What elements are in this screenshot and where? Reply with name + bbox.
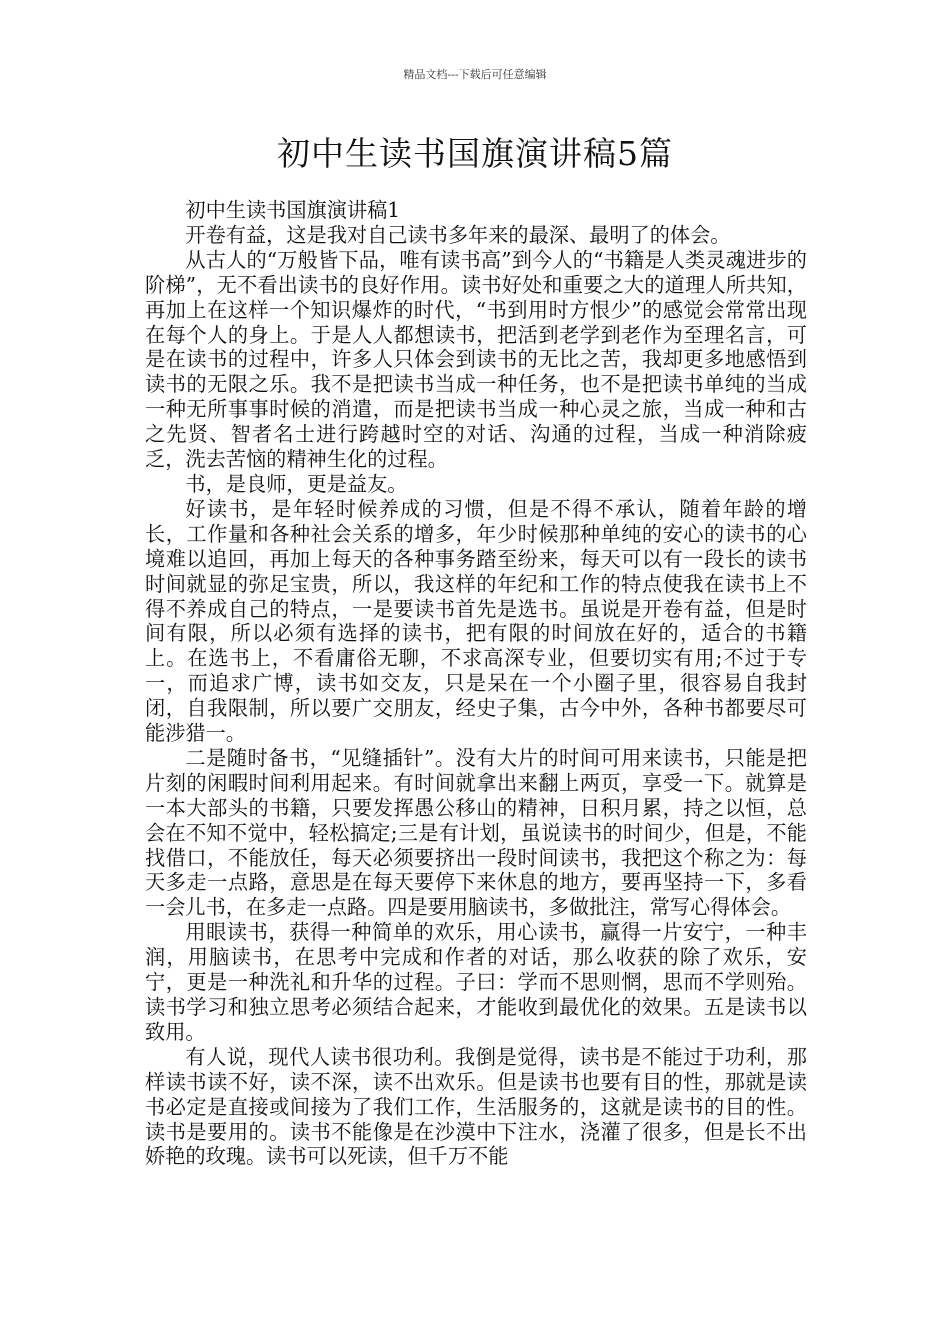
paragraph: 书，是良师，更是益友。 — [185, 471, 408, 496]
paragraph: 开卷有益，这是我对自己读书多年来的最深、最明了的体会。 — [185, 222, 731, 247]
document-body — [145, 198, 807, 1169]
paragraph: 好读书，是年轻时候养成的习惯，但是不得不承认，随着年龄的增长，工作量和各种社会关系的增多，年少时候那种单纯的安心的读书的心境难以追回，再加上每天的各种事务踏至纷来，每天可以有一段长的读书时间就显的弥足宝贵，所以，我这样的年纪和工作的特点使我在读书上不得不养成自己的特点，一是要读书首先是选书。虽说是开卷有益，但是时间有限，所以必须有选择的读书，把有限的时间放在好的，适合的书籍上。在选书上，不看庸俗无聊，不求高深专业，但要切实有用;不过于专一，而追求广博，读书如交友，只是呆在一个小圈子里，很容易自我封闭，自我限制，所以要广交朋友，经史子集，古今中外，各种书都要尽可能涉猎一。 — [145, 496, 807, 746]
paragraph: 用眼读书，获得一种简单的欢乐，用心读书，赢得一片安宁，一种丰润，用脑读书，在思考中完成和作者的对话，那么收获的除了欢乐，安宁，更是一种洗礼和升华的过程。子曰：学而不思则惘，思而不学则殆。读书学习和独立思考必须结合起来，才能收到最优化的效果。五是读书以致用。 — [145, 920, 807, 1044]
paragraph: 二是随时备书，“见缝插针”。没有大片的时间可用来读书，只能是把片刻的闲暇时间利用起来。有时间就拿出来翻上两页，享受一下。就算是一本大部头的书籍，只要发挥愚公移山的精神，日积月累，持之以恒，总会在不知不觉中，轻松搞定;三是有计划，虽说读书的时间少，但是，不能找借口，不能放任，每天必须要挤出一段时间读书，我把这个称之为：每天多走一点路，意思是在每天要停下来休息的地方，要再坚持一下，多看一会儿书，在多走一点路。四是要用脑读书，多做批注，常写心得体会。 — [145, 745, 807, 920]
paragraph: 有人说，现代人读书很功利。我倒是觉得，读书是不能过于功利，那样读书读不好，读不深，读不出欢乐。但是读书也要有目的性，那就是读书必定是直接或间接为了我们工作，生活服务的，这就是读书的目的性。读书是要用的。读书不能像是在沙漠中下注水，浇灌了很多，但是长不出娇艳的玫瑰。读书可以死读，但千万不能 — [145, 1044, 807, 1169]
document-title: 初中生读书国旗演讲稿5篇 — [277, 134, 673, 173]
header-note: 精品文档---下载后可任意编辑 — [403, 68, 547, 81]
paragraph-subtitle: 初中生读书国旗演讲稿1 — [185, 198, 401, 222]
paragraph: 从古人的“万般皆下品，唯有读书高”到今人的“书籍是人类灵魂进步的阶梯”，无不看出读书的良好作用。读书好处和重要之大的道理人所共知，再加上在这样一个知识爆炸的时代，“书到用时方恨少”的感觉会常常出现在每个人的身上。于是人人都想读书，把活到老学到老作为至理名言，可是在读书的过程中，许多人只体会到读书的无比之苦，我却更多地感悟到读书的无限之乐。我不是把读书当成一种任务，也不是把读书单纯的当成一种无所事事时候的消遣，而是把读书当成一种心灵之旅，当成一种和古之先贤、智者名士进行跨越时空的对话、沟通的过程，当成一种消除疲乏，洗去苦恼的精神生化的过程。 — [145, 247, 807, 472]
